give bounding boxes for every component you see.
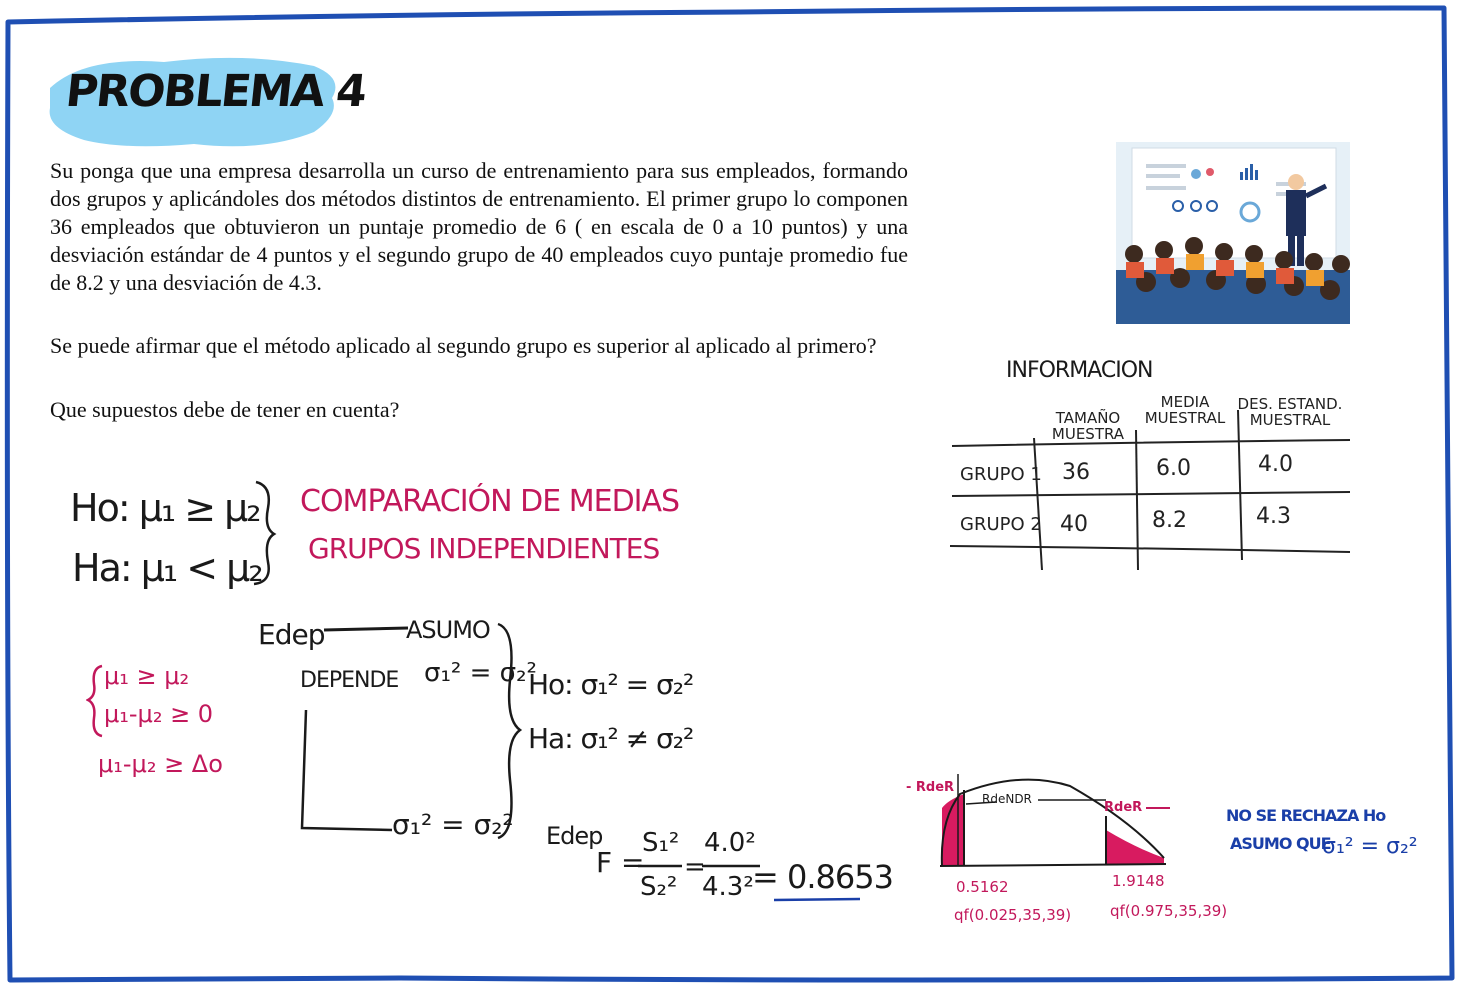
qf-left-call: qf(0.025,35,39) (954, 906, 1072, 924)
question-2: Que supuestos debe de tener en cuenta? (50, 397, 400, 422)
region-left: - RdeR (906, 780, 955, 795)
edep-asumo: ASUMO (406, 616, 490, 644)
ftest-f: F = (596, 846, 645, 879)
ftest-equals: = (684, 852, 706, 882)
cell-g1-media: 6.0 (1156, 456, 1191, 481)
info-table-title: INFORMACION (1006, 358, 1153, 383)
condition-2: μ₁-μ₂ ≥ 0 (104, 700, 214, 728)
note-grupos: GRUPOS INDEPENDIENTES (308, 532, 660, 565)
variance-h0: Ho: σ₁² = σ₂² (528, 668, 694, 701)
conclusion-eq: σ₁² = σ₂² (1322, 834, 1418, 859)
critical-left-value: 0.5162 (956, 878, 1009, 896)
ftest-result: = 0.8653 (752, 858, 893, 896)
presentation-illustration (1116, 142, 1350, 324)
ftest-label: Edep (546, 822, 603, 850)
cell-g2-media: 8.2 (1152, 508, 1187, 533)
variance-brace (494, 620, 524, 842)
edep-path (296, 706, 396, 834)
ftest-s1: S₁² (642, 828, 680, 858)
hypothesis-null: Ho: μ₁ ≥ μ₂ (70, 486, 260, 530)
edep-label: Edep (258, 618, 325, 651)
row-label-grupo2: GRUPO 2 (960, 514, 1042, 535)
cell-g1-desvest: 4.0 (1258, 452, 1293, 477)
edep-eq-top: σ₁² = σ₂² (424, 658, 537, 688)
ftest-numerator: 4.0² (704, 828, 756, 858)
hypothesis-alt: Ha: μ₁ < μ₂ (72, 546, 262, 590)
f-distribution-curve (900, 760, 1200, 880)
region-middle: RdeNDR (982, 792, 1032, 806)
ftest-denominator: 4.3² (702, 872, 754, 902)
edep-eq-bottom: σ₁² = σ₂² (392, 808, 514, 841)
qf-right-call: qf(0.975,35,39) (1110, 902, 1228, 920)
row-label-grupo1: GRUPO 1 (960, 464, 1042, 485)
conclusion-line2: ASUMO QUE (1230, 834, 1331, 853)
problem-paragraph: Su ponga que una empresa desarrolla un curso de entrenamiento para sus empleados, formando dos grupos y aplicándoles dos métodos distintos de entrenamiento. El primer grupo lo componen 36 empleados que obtuvieron un puntaje promedio de 6 ( en escala de 0 a 10 puntos) y una desviación estándar de 4 puntos y el segundo grupo de 40 empleados cuyo puntaje promedio fue de 8.2 y una desviación de 4.3. (50, 158, 908, 295)
region-right: RdeR (1104, 800, 1143, 815)
variance-ha: Ha: σ₁² ≠ σ₂² (528, 722, 694, 755)
cell-g2-desvest: 4.3 (1256, 504, 1291, 529)
page-title: PROBLEMA 4 (63, 66, 368, 117)
ftest-result-underline (772, 896, 862, 904)
cell-g1-tamano: 36 (1062, 460, 1090, 485)
conditions-brace (86, 662, 106, 740)
cell-g2-tamano: 40 (1060, 512, 1088, 537)
header-desvest: DES. ESTAND. MUESTRAL (1237, 395, 1343, 429)
condition-1: μ₁ ≥ μ₂ (104, 662, 190, 690)
question-1: Se puede afirmar que el método aplicado al segundo grupo es superior al aplicado al primero? (50, 333, 877, 358)
condition-3: μ₁-μ₂ ≥ Δo (98, 750, 223, 778)
ftest-s2: S₂² (640, 872, 678, 902)
conclusion-line1: NO SE RECHAZA Ho (1226, 806, 1386, 825)
critical-right-value: 1.9148 (1112, 872, 1165, 890)
edep-depende: DEPENDE (300, 668, 399, 693)
note-comparacion: COMPARACIÓN DE MEDIAS (300, 484, 680, 519)
header-tamano: TAMAÑO MUESTRA (1051, 409, 1125, 443)
header-media: MEDIA MUESTRAL (1144, 393, 1226, 427)
hypotheses-brace (250, 478, 280, 588)
edep-arrow-line (322, 624, 410, 634)
